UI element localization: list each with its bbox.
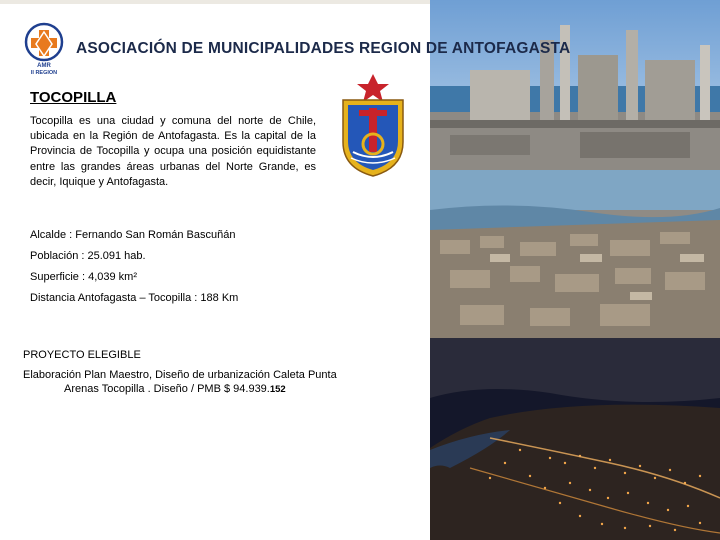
photo-industrial-port: [430, 0, 720, 170]
page-title: ASOCIACIÓN DE MUNICIPALIDADES REGION DE ANTOFAGASTA: [76, 40, 571, 57]
logo-text-amr: AMR: [37, 63, 51, 69]
photo-night-coastline: [430, 338, 720, 540]
facts-list: [30, 228, 238, 312]
logo-text-region: II REGION: [30, 70, 58, 76]
fact-distance: Distancia Antofagasta – Tocopilla : 188 Km: [30, 292, 239, 304]
city-description: Tocopilla es una ciudad y comuna del norte de Chile, ubicada en la Región de Antofagasta. Es la capital de la Provincia de Tocopilla y ocupa una posición equidistante entre las grandes áreas urbanas del Norte Grande, es decir, Iquique y Antofagasta.: [30, 115, 316, 188]
project-label: PROYECTO ELEGIBLE: [23, 349, 141, 361]
project-line-2: [23, 382, 423, 397]
fact-mayor: Alcalde : Fernando San Román Bascuñán: [30, 229, 236, 241]
amr-logo-icon: [22, 22, 66, 76]
project-line-2-text: Arenas Tocopilla . Diseño / PMB $ 94.939.: [64, 383, 270, 395]
project-description: [23, 368, 423, 397]
tocopilla-crest-icon: [335, 72, 411, 180]
fact-population: Población : 25.091 hab.: [30, 250, 146, 262]
project-amount-small: 152: [269, 384, 286, 395]
city-heading: TOCOPILLA: [30, 89, 117, 106]
fact-area: Superficie : 4,039 km²: [30, 271, 137, 283]
project-line-1: Elaboración Plan Maestro, Diseño de urbanización Caleta Punta: [23, 369, 337, 381]
photo-city-view: [430, 170, 720, 338]
